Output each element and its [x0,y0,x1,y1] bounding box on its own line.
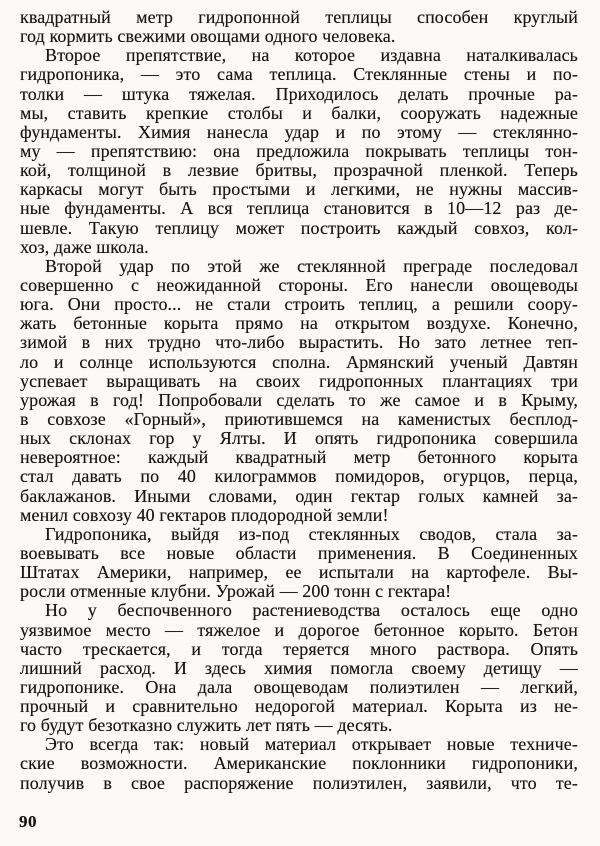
text-line: невероятное: каждый квадратный метр бетонного корыта [20,447,578,468]
text-line: толки — штука тяжелая. Приходилось делать прочные ра- [20,83,578,104]
text-line: стал давать по 40 килограммов помидоров, огурцов, перца, [20,466,578,487]
text-line: шевле. Такую теплицу может построить каждый совхоз, кол- [20,217,578,238]
text-line: в совхозе «Горный», приютившемся на каменистых бесплод- [20,408,578,429]
text-line: го будут безотказно служить лет пять — десять. [20,715,393,736]
text-line: Но у беспочвенного растениеводства осталось еще одно [45,600,578,621]
text-line: Гидропоника, выйдя из-под стеклянных сводов, стала за- [45,523,578,544]
text-line: каркасы могут быть простыми и легкими, не нужны массив- [20,179,578,200]
text-line: ские возможности. Американские поклонники гидропоники, [20,753,578,774]
text-line: успевает выращивать на своих гидропонных плантациях три [20,370,578,391]
text-line: год кормить свежими овощами одного человека. [20,26,396,47]
text-line: му — препятствию: она предложила покрывать теплицы тон- [20,140,578,161]
text-line: Второй удар по этой же стеклянной преграде последовал [45,255,578,276]
text-line: часто трескается, и тогда теряется много раствора. Опять [20,638,578,659]
text-line: квадратный метр гидропонной теплицы способен круглый [20,7,578,27]
text-line: фундаменты. Химия нанесла удар и по этому — стеклянно- [20,121,578,142]
text-line: кой, толщиной в лезвие бритвы, прозрачной пленкой. Теперь [20,160,578,181]
text-line: мы, ставить крепкие столбы и балки, сооружать надежные [20,102,578,123]
text-line: воевывать все новые области применения. В Соединенных [20,542,578,563]
text-line: лишний расход. И здесь химия помогла своему детищу — [20,657,578,678]
text-line: Это всегда так: новый материал открывает новые техниче- [45,734,578,755]
text-line: получив в свое распоряжение полиэтилен, заявили, что те- [20,772,578,793]
text-line: менил совхозу 40 гектаров плодородной земли! [20,504,389,525]
page-number: 90 [19,812,37,831]
text-line: зимой в них трудно что-либо вырастить. Но зато летнее теп- [20,332,578,353]
text-line: прочный и сравнительно недорогой материал. Корыта из не- [20,696,578,717]
body-text [20,8,578,793]
text-line: ные фундаменты. А вся теплица становится в 10—12 раз де- [20,198,578,219]
text-line: баклажанов. Иными словами, один гектар голых камней за- [20,485,578,506]
text-line: жать бетонные корыта прямо на открытом воздухе. Конечно, [20,313,578,334]
text-line: Штатах Америки, например, ее испытали на картофеле. Вы- [20,562,578,583]
text-line: росли отменные клубни. Урожай — 200 тонн с гектара! [20,581,452,602]
text-line: хоз, даже школа. [20,236,149,257]
text-line: юга. Они просто... не стали строить теплиц, а решили соору- [20,294,578,315]
text-line: Второе препятствие, на которое издавна наталкивалась [45,45,578,66]
text-line: гидропоника, — это сама теплица. Стеклянные стены и по- [20,64,578,85]
text-line: гидропонике. Она дала овощеводам полиэтилен — легкий, [20,676,578,697]
text-line: ных склонах гор у Ялты. И опять гидропоника совершила [20,428,578,449]
text-line: урожая в год! Попробовали сделать то же самое и в Крыму, [20,389,578,410]
text-line: совершенно с неожиданной стороны. Его нанесли овощеводы [20,274,578,295]
text-line: уязвимое место — тяжелое и дорогое бетонное корыто. Бетон [20,619,578,640]
text-line: ло и солнце используются сполна. Армянский ученый Давтян [20,351,578,372]
